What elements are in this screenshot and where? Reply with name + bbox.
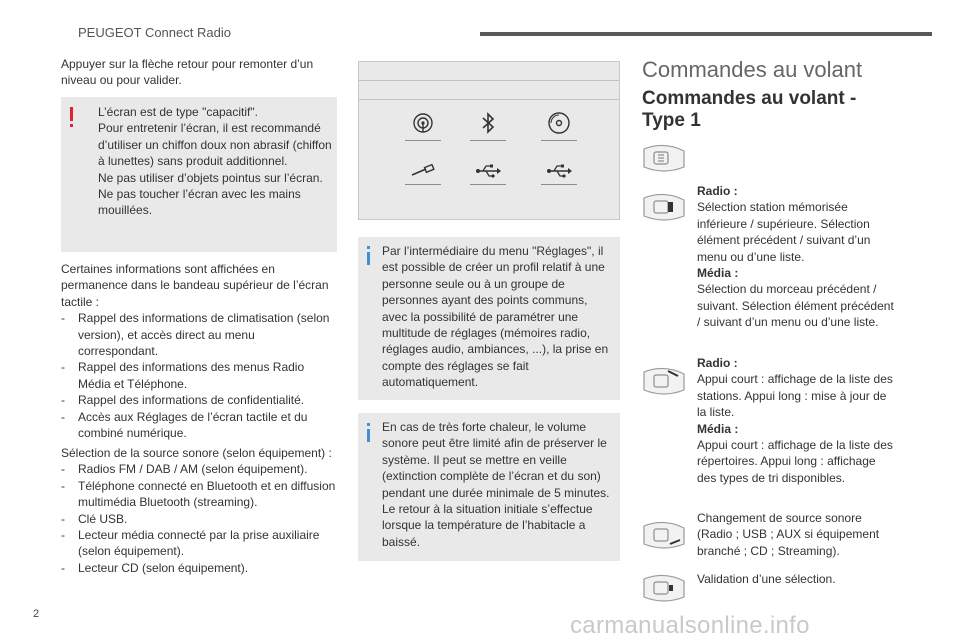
wheel-scroll-icon bbox=[640, 192, 688, 222]
info-icon bbox=[367, 423, 370, 426]
warning-line: Ne pas toucher l’écran avec les mains mouillées. bbox=[98, 187, 301, 218]
list-item: - Rappel des informations de confidentialité. bbox=[61, 392, 337, 408]
disc-icon bbox=[542, 106, 576, 140]
screen-divider bbox=[359, 99, 619, 100]
screen-divider bbox=[359, 80, 619, 81]
item-wheel-press bbox=[697, 355, 897, 486]
info-box-settings bbox=[358, 237, 620, 400]
source-intro: Sélection de la source sonore (selon équipement) : bbox=[61, 446, 332, 460]
source-screen-illustration bbox=[358, 61, 620, 220]
watermark: carmanualsonline.info bbox=[570, 612, 810, 639]
icon-underline bbox=[405, 140, 441, 141]
item-source: Changement de source sonore (Radio ; USB ; AUX si équipement branché ; CD ; Streaming). bbox=[697, 511, 880, 558]
radio-description: Sélection station mémorisée inférieure / supérieure. Sélection élément précédent / suivant d’un menu ou d’une liste. bbox=[697, 200, 871, 264]
list-item: - Rappel des informations des menus Radio Média et Téléphone. bbox=[61, 359, 337, 392]
radio-label: Radio : bbox=[697, 356, 738, 370]
info-box-heat bbox=[358, 413, 620, 561]
intro-paragraph: Appuyer sur la flèche retour pour remonter d’un niveau ou pour valider. bbox=[61, 57, 314, 88]
page-number: 2 bbox=[33, 608, 40, 620]
usb-icon bbox=[542, 154, 576, 188]
wheel-press-icon bbox=[640, 366, 688, 396]
list-item: - Lecteur média connecté par la prise auxiliaire (selon équipement). bbox=[61, 527, 337, 560]
list-item: - Radios FM / DAB / AM (selon équipement). bbox=[61, 461, 337, 477]
warning-line: Ne pas utiliser d’objets pointus sur l’écran. bbox=[98, 170, 323, 185]
icon-underline bbox=[470, 184, 506, 185]
bluetooth-icon bbox=[471, 106, 505, 140]
info-icon bbox=[367, 246, 370, 249]
header-divider bbox=[480, 32, 932, 36]
source-list bbox=[61, 461, 337, 576]
icon-underline bbox=[541, 184, 577, 185]
info-text: En cas de très forte chaleur, le volume sonore peut être limité afin de préserver le système. Il peut se mettre en veille (extinction complète de l’écran et du son) pendant une durée minimale de 5 minutes. Le retour à la situation initiale s’effectue lorsque la température de l’habitacle a baissé. bbox=[382, 420, 610, 549]
media-label: Média : bbox=[697, 421, 739, 436]
warning-icon bbox=[70, 107, 73, 121]
radio-icon bbox=[406, 106, 440, 140]
icon-underline bbox=[405, 184, 441, 185]
section-subtitle: Commandes au volant - Type 1 bbox=[642, 88, 857, 131]
info-icon-bar bbox=[367, 429, 370, 442]
steering-control-icon bbox=[640, 143, 688, 173]
icon-underline bbox=[541, 140, 577, 141]
running-header: PEUGEOT Connect Radio bbox=[78, 25, 231, 40]
icon-underline bbox=[470, 140, 506, 141]
item-wheel-scroll bbox=[697, 183, 897, 331]
warning-icon-dot bbox=[70, 124, 73, 127]
media-description: Sélection du morceau précédent / suivant. Sélection élément précédent / suivant d’un menu ou d’une liste. bbox=[697, 282, 894, 330]
warning-line: Pour entretenir l’écran, il est recommandé d’utiliser un chiffon doux non abrasif (chiffon à lunettes) sans produit additionnel. bbox=[98, 121, 332, 169]
warning-box bbox=[61, 97, 337, 252]
list-item: - Lecteur CD (selon équipement). bbox=[61, 560, 337, 576]
aux-jack-icon bbox=[406, 154, 440, 188]
bandeau-section bbox=[61, 261, 337, 441]
list-item: - Accès aux Réglages de l’écran tactile et du combiné numérique. bbox=[61, 409, 337, 442]
item-validate: Validation d’une sélection. bbox=[697, 572, 836, 586]
list-item: - Clé USB. bbox=[61, 511, 337, 527]
list-item: - Téléphone connecté en Bluetooth et en diffusion multimédia Bluetooth (streaming). bbox=[61, 478, 337, 511]
validate-button-icon bbox=[640, 573, 688, 603]
source-section bbox=[61, 445, 337, 576]
media-description: Appui court : affichage de la liste des répertoires. Appui long : affichage des types de tri disponibles. bbox=[697, 438, 893, 485]
radio-label: Radio : bbox=[697, 184, 738, 198]
bandeau-list bbox=[61, 310, 337, 441]
media-label: Média : bbox=[697, 266, 739, 281]
usb-icon bbox=[471, 154, 505, 188]
bandeau-intro: Certaines informations sont affichées en permanence dans le bandeau supérieur de l’écran tactile : bbox=[61, 262, 329, 309]
info-icon-bar bbox=[367, 252, 370, 265]
warning-line: L’écran est de type "capacitif". bbox=[98, 105, 258, 119]
radio-description: Appui court : affichage de la liste des stations. Appui long : mise à jour de la liste. bbox=[697, 372, 893, 420]
list-item: - Rappel des informations de climatisation (selon version), et accès direct au menu correspondant. bbox=[61, 310, 337, 359]
section-title: Commandes au volant bbox=[642, 57, 863, 82]
warning-text bbox=[98, 104, 334, 219]
source-button-icon bbox=[640, 520, 688, 550]
info-text: Par l’intermédiaire du menu "Réglages", il est possible de créer un profil relatif à une personne seule ou à un groupe de personnes ayant des points communs, avec la possibilité de paramétrer une multitude de réglages (mémoires radio, réglages audio, ambiances, ...), la prise en compte des réglages se fait automatiquement. bbox=[382, 244, 609, 390]
